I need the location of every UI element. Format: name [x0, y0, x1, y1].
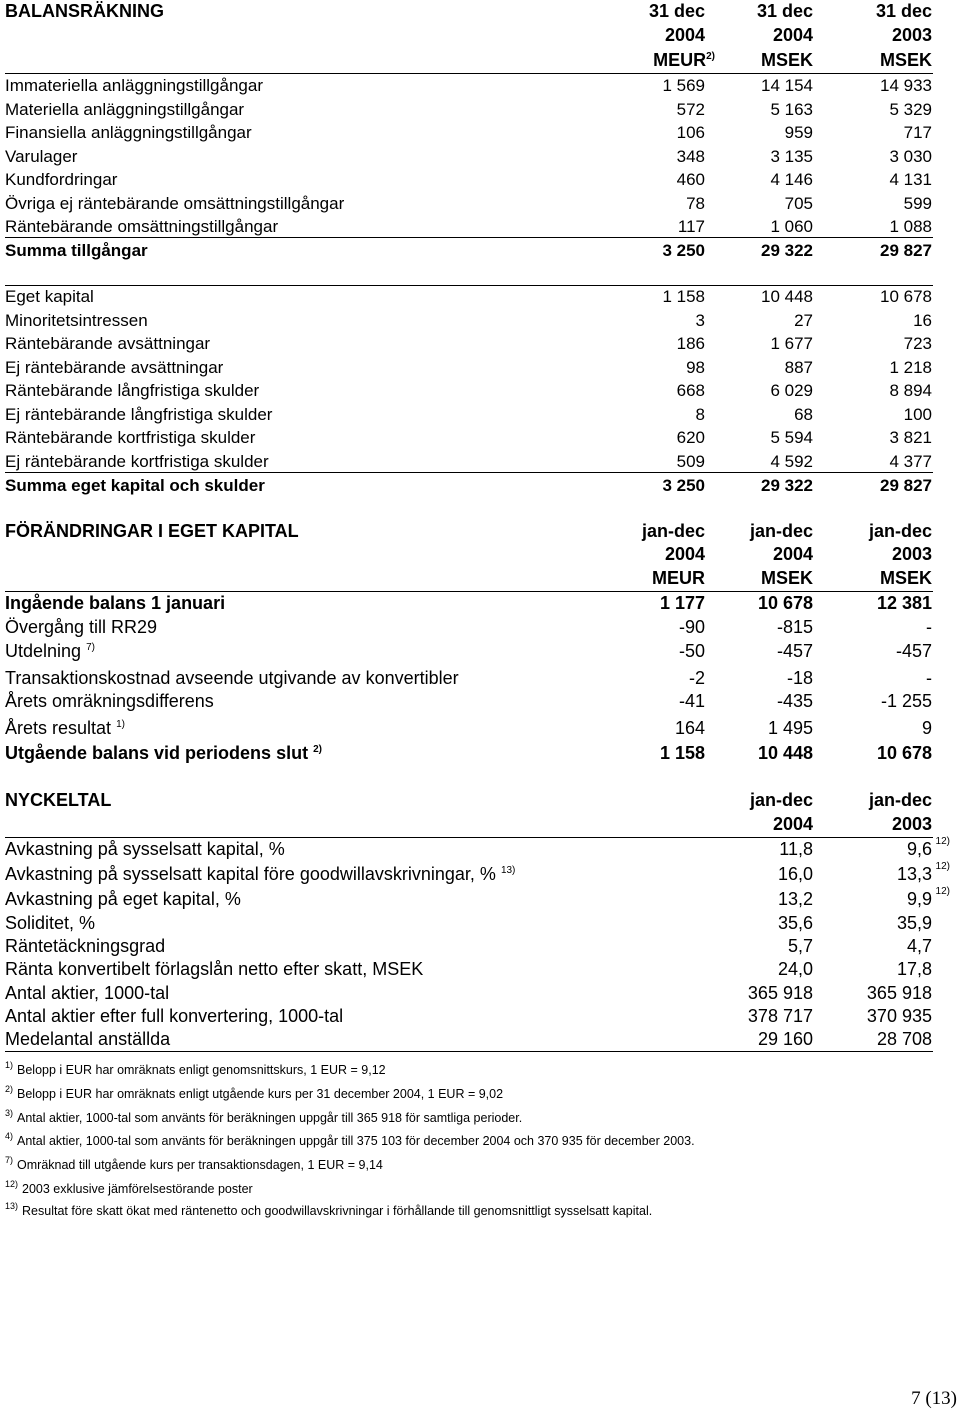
row-label: Medelantal anställda [5, 1029, 171, 1049]
row-label: Räntebärande avsättningar [5, 334, 211, 353]
row-value: 959 [784, 123, 813, 142]
balance-col2-line2: 2004 [772, 25, 813, 45]
table-row [0, 981, 960, 1005]
row-label: Ej räntebärande kortfristiga skulder [5, 451, 269, 471]
row-value: 572 [676, 99, 705, 119]
row-label: Antal aktier, 1000-tal [5, 983, 170, 1003]
row-label: Eget kapital [5, 287, 94, 306]
row-value: 1 158 [662, 287, 705, 306]
table-row [0, 741, 960, 766]
balance-title: BALANSRÄKNING [5, 1, 164, 21]
footnote-ref: 12) [935, 836, 950, 847]
row-label: Ränta konvertibelt förlagslån netto efter skatt, MSEK [5, 959, 424, 979]
row-value: 28 708 [876, 1029, 932, 1049]
row-value: 10 448 [757, 743, 813, 763]
table-row [0, 911, 960, 935]
equity-header-row-1: FÖRÄNDRINGAR I EGET KAPITAL jan-dec jan-dec jan-dec [0, 520, 960, 544]
row-value: 705 [784, 193, 813, 213]
row-value: 5 163 [770, 99, 813, 119]
row-label: Övergång till RR29 [5, 617, 158, 637]
row-value: 8 894 [889, 381, 932, 400]
row-label: Räntetäckningsgrad [5, 936, 166, 956]
footnote-ref: 7) [86, 642, 95, 653]
row-value: 14 154 [761, 76, 813, 95]
row-value: 3 821 [889, 428, 932, 447]
row-value: 35,6 [777, 913, 813, 933]
row-value: 5 329 [889, 99, 932, 119]
balance-col2-unit: MSEK [760, 50, 813, 70]
table-row [0, 689, 960, 714]
row-value: 1 177 [659, 593, 705, 613]
assets-total-row: Summa tillgångar 3 250 29 322 29 827 [5, 241, 932, 260]
balance-col3-line2: 2003 [891, 25, 932, 45]
row-value: 98 [686, 357, 705, 377]
row-value: 9 [921, 718, 932, 738]
footnote-number: 2) [5, 1084, 14, 1094]
table-row [0, 192, 960, 216]
row-value: 460 [676, 170, 705, 189]
footnote-text: Belopp i EUR har omräknats enligt genomsnittskurs, 1 EUR = 9,12 [17, 1063, 386, 1077]
table-row [0, 639, 960, 664]
footnote-text: 2003 exklusive jämförelsestörande poster [22, 1182, 253, 1196]
row-value: 1 677 [770, 334, 813, 353]
footnote-ref: 1) [116, 719, 125, 730]
row-value: -18 [786, 668, 813, 688]
row-value: - [926, 668, 932, 688]
balance-col1-line2: 2004 [664, 25, 705, 45]
row-value: 14 933 [880, 76, 932, 95]
row-label: Finansiella anläggningstillgångar [5, 123, 252, 142]
row-value: 10 678 [876, 743, 932, 763]
row-value: 3 030 [889, 146, 932, 166]
row-value: 887 [784, 357, 813, 377]
footnote-item [5, 1133, 945, 1149]
row-value: 3 135 [770, 146, 813, 166]
table-row [0, 379, 960, 403]
footnote-number: 13) [5, 1201, 19, 1211]
row-label: Årets resultat $^{1)}$ [5, 718, 125, 738]
table-row [0, 887, 960, 911]
row-value: 6 029 [770, 381, 813, 400]
key-figures-header-row-2: 2004 2003 [772, 814, 932, 834]
table-row [0, 666, 960, 691]
row-label: Utgående balans vid periodens slut $^{2)}$ [5, 743, 322, 763]
row-value: 620 [676, 428, 705, 447]
row-value: -1 255 [880, 691, 932, 711]
row-label: Immateriella anläggningstillgångar [5, 76, 263, 95]
row-value: 365 918 [866, 983, 932, 1003]
key-figures-title: NYCKELTAL [5, 790, 112, 810]
balance-header-row-1 [0, 0, 960, 24]
row-value: 1 158 [659, 743, 705, 763]
row-value: 9,9 [906, 889, 932, 909]
footnote-item [5, 1086, 945, 1102]
row-value: 16 [913, 310, 932, 330]
table-row [0, 121, 960, 145]
row-value: 3 [695, 310, 705, 330]
row-value: 370 935 [866, 1006, 932, 1026]
row-value: 4,7 [906, 936, 932, 956]
row-value: -815 [776, 617, 813, 637]
page-number: 7 (13) [911, 1388, 957, 1409]
row-value: 117 [677, 217, 705, 236]
row-value: 78 [686, 193, 705, 213]
row-value: 13,3 [896, 864, 932, 884]
row-value: -41 [678, 691, 705, 711]
row-label: Räntebärande långfristiga skulder [5, 381, 260, 400]
row-value: 1 060 [770, 217, 813, 236]
row-value: 1 495 [767, 718, 813, 738]
table-row [0, 716, 960, 741]
equity-title: FÖRÄNDRINGAR I EGET KAPITAL [5, 521, 299, 541]
table-row [0, 332, 960, 356]
row-value: 509 [676, 451, 705, 471]
key-figures-header-row-1: NYCKELTAL jan-dec jan-dec [0, 789, 960, 813]
footnote-number: 3) [5, 1108, 14, 1118]
row-label: Avkastning på sysselsatt kapital före goodwillavskrivningar, % $^{13)}$ [5, 864, 516, 884]
table-row [0, 74, 960, 98]
footnote-number: 7) [5, 1155, 14, 1165]
footnote-ref: 2) [313, 744, 322, 755]
row-value: 4 592 [770, 451, 813, 471]
footnote-item [5, 1110, 945, 1126]
footnote-text: Resultat före skatt ökat med räntenetto och goodwillavskrivningar i förhållande till genomsnittligt sysselsatt kapital. [22, 1204, 653, 1218]
balance-header-row-3 [0, 49, 960, 73]
row-label: Avkastning på eget kapital, % [5, 889, 241, 909]
footnote-number: 1) [5, 1060, 14, 1070]
row-label: Kundfordringar [5, 170, 118, 189]
row-label: Antal aktier efter full konvertering, 1000-tal [5, 1006, 344, 1026]
table-row [0, 168, 960, 192]
row-value: 365 918 [747, 983, 813, 1003]
footnote-item [5, 1181, 945, 1197]
row-value: 35,9 [896, 913, 932, 933]
row-label: Årets omräkningsdifferens [5, 691, 214, 711]
row-label: Avkastning på sysselsatt kapital, % [5, 839, 285, 859]
table-row [0, 403, 960, 427]
divider [5, 237, 933, 238]
balance-col1-line1: 31 dec [648, 1, 705, 21]
row-value: 9,6 [906, 839, 932, 859]
footnote-ref: 12) [935, 861, 950, 872]
row-value: -457 [895, 641, 932, 661]
row-value: -50 [678, 641, 705, 661]
row-label: Transaktionskostnad avseende utgivande av konvertibler [5, 668, 459, 688]
row-value: 27 [794, 310, 813, 330]
row-value: 68 [794, 404, 813, 424]
footnote-ref: 12) [935, 886, 950, 897]
table-row [0, 426, 960, 450]
table-row [0, 309, 960, 333]
row-value: 186 [676, 334, 705, 353]
table-row [0, 591, 960, 616]
row-value: 106 [676, 123, 705, 142]
row-value: -457 [776, 641, 813, 661]
footnote-text: Belopp i EUR har omräknats enligt utgående kurs per 31 december 2004, 1 EUR = 9,02 [17, 1087, 504, 1101]
row-label: Ej räntebärande avsättningar [5, 357, 224, 377]
footnote-text: Antal aktier, 1000-tal som använts för beräkningen uppgår till 375 103 för december 2004 och 370 935 för december 2003. [17, 1134, 695, 1148]
row-value: 164 [674, 718, 705, 738]
table-row [0, 862, 960, 886]
table-row [0, 215, 960, 239]
row-label: Materiella anläggningstillgångar [5, 99, 245, 119]
table-row [0, 356, 960, 380]
row-value: 5,7 [787, 936, 813, 956]
row-value: -435 [776, 691, 813, 711]
equity-header-row-2: 2004 2004 2003 [664, 544, 932, 564]
row-label: Ingående balans 1 januari [5, 593, 226, 613]
footnote-item [5, 1157, 945, 1173]
row-value: 378 717 [747, 1006, 813, 1026]
footnote-text: Antal aktier, 1000-tal som använts för beräkningen uppgår till 365 918 för samtliga perioder. [17, 1111, 523, 1125]
row-value: 4 131 [889, 170, 932, 189]
row-value: 1 569 [662, 76, 705, 95]
row-value: 100 [903, 404, 932, 424]
row-label: Varulager [5, 146, 78, 166]
balance-col1-unit: MEUR$^{2)}$ [653, 50, 715, 70]
row-value: 717 [903, 123, 932, 142]
equity-header-row-3: MEUR MSEK MSEK [652, 568, 932, 588]
row-label: Utdelning $^{7)}$ [5, 641, 95, 661]
row-value: 1 218 [889, 357, 932, 377]
footnote-ref: 13) [500, 865, 516, 876]
row-label: Räntebärande omsättningstillgångar [5, 217, 279, 236]
row-value: 11,8 [779, 839, 813, 859]
row-label: Övriga ej räntebärande omsättningstillgångar [5, 193, 345, 213]
divider [5, 472, 933, 473]
footnote-ref: 2) [706, 51, 715, 62]
row-value: 12 381 [876, 593, 932, 613]
row-value: 13,2 [777, 889, 813, 909]
row-label: Minoritetsintressen [5, 310, 148, 330]
row-value: 599 [903, 193, 932, 213]
divider [5, 1051, 933, 1052]
balance-col3-unit: MSEK [879, 50, 932, 70]
row-value: 5 594 [770, 428, 813, 447]
table-row [0, 450, 960, 474]
liabilities-total-row: Summa eget kapital och skulder 3 250 29 322 29 827 [5, 476, 932, 495]
row-value: 723 [903, 334, 932, 353]
footnote-item [5, 1062, 945, 1078]
row-value: 10 448 [761, 287, 813, 306]
row-value: -2 [688, 668, 705, 688]
balance-col2-line1: 31 dec [756, 1, 813, 21]
row-value: 4 377 [889, 451, 932, 471]
row-label: Ej räntebärande långfristiga skulder [5, 404, 273, 424]
row-value: 29 160 [757, 1029, 813, 1049]
row-value: 10 678 [757, 593, 813, 613]
row-label: Soliditet, % [5, 913, 96, 933]
row-value: 8 [695, 404, 705, 424]
footnote-text: Omräknad till utgående kurs per transaktionsdagen, 1 EUR = 9,14 [17, 1158, 383, 1172]
table-row [0, 957, 960, 981]
row-value: 1 088 [889, 217, 932, 236]
row-value: - [926, 617, 932, 637]
row-value: 17,8 [896, 959, 932, 979]
footnote-item [5, 1203, 945, 1219]
row-value: 24,0 [777, 959, 813, 979]
table-row [0, 934, 960, 958]
table-row [0, 145, 960, 169]
table-row [0, 98, 960, 122]
table-row [0, 615, 960, 640]
table-row [0, 285, 960, 309]
footnote-number: 4) [5, 1131, 14, 1141]
row-value: 10 678 [880, 287, 932, 306]
table-row [0, 1027, 960, 1051]
balance-header-row-2 [0, 24, 960, 48]
row-value: 4 146 [770, 170, 813, 189]
row-value: -90 [678, 617, 705, 637]
footnote-number: 12) [5, 1179, 19, 1189]
balance-col3-line1: 31 dec [875, 1, 932, 21]
row-value: 668 [676, 381, 705, 400]
table-row [0, 1004, 960, 1028]
row-label: Räntebärande kortfristiga skulder [5, 428, 256, 447]
row-value: 16,0 [777, 864, 813, 884]
table-row [0, 837, 960, 861]
row-value: 348 [676, 146, 705, 166]
